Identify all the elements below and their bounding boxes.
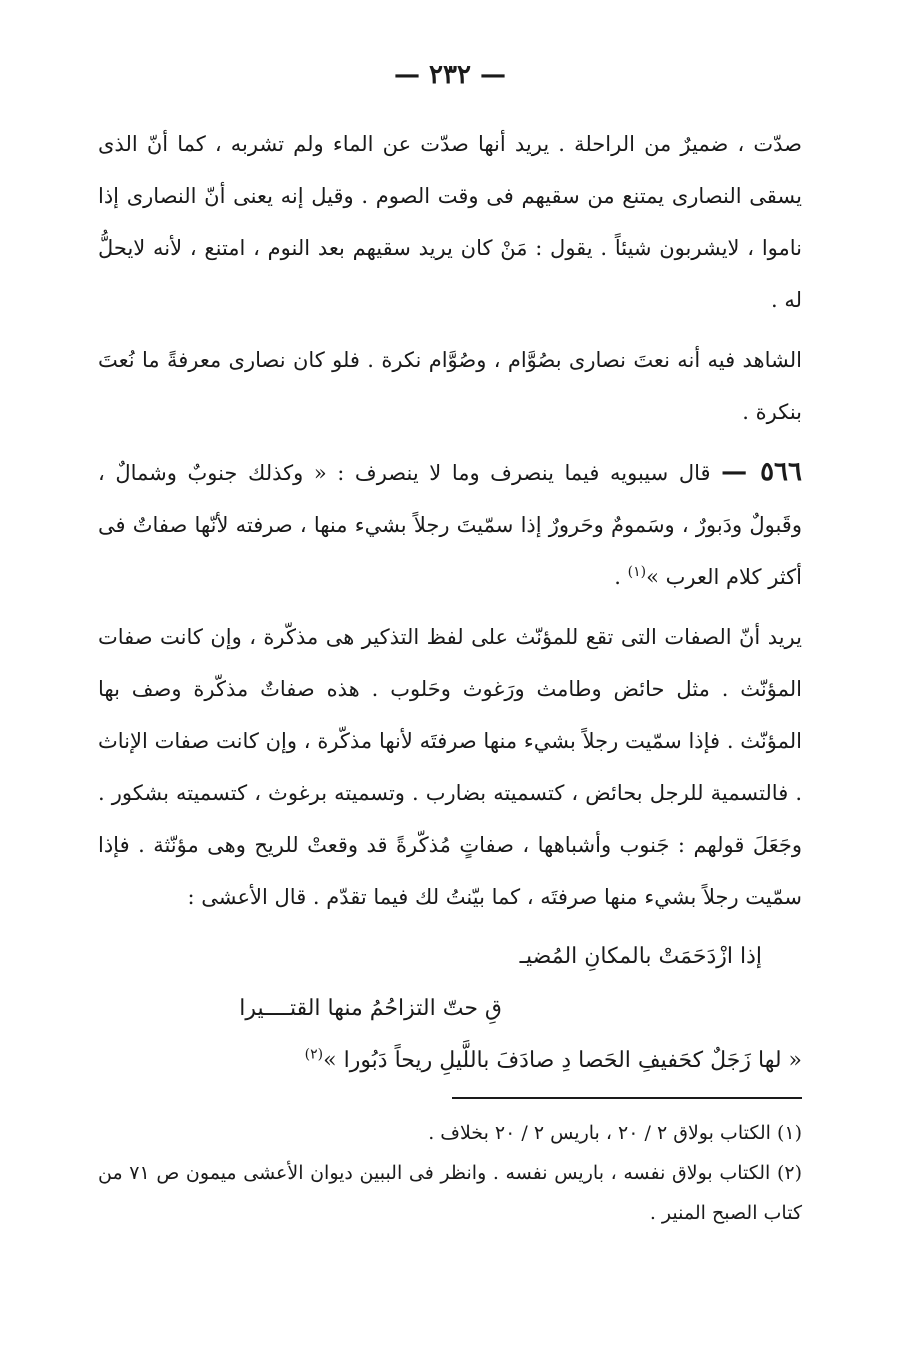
footnote-1: (١) الكتاب بولاق ٢ / ٢٠ ، باريس ٢ / ٢٠ بخلاف . (428, 1122, 802, 1144)
commentary-paragraph-3: يريد أنّ الصفات التى تقع للمؤنّث على لفظ التذكير هى مذكّرة ، وإن كانت صفات المؤنّث . مثل حائض وطامث ورَغوث وحَلوب . هذه صفاتٌ مذكّرة وصف بها المؤنّث . فإذا سمّيت رجلاً بشيء منها صرفتَه لأنها مذكّرة ، وإن كانت صفات الإناث . فالتسمية للرجل بحائض ، كتسميته بضارب . وتسميته برغوث ، كتسميته بشكور . وجَعَلَ قولهم : جَنوب وأشباهها ، صفاتٍ مُذكّرةً قد وقعتْ للريح وهى مؤنّثة . فإذا سمّيت رجلاً بشيء منها صرفتَه ، كما بيّنتُ لك فيما تقدّم . قال الأعشى : (98, 625, 802, 909)
verse-line-3-text: « لها زَجَلٌ كحَفيفِ الحَصا دِ صادَفَ باللَّيلِ ريحاً دَبُورا » (323, 1048, 802, 1073)
entry-number: ٥٦٦ — (721, 457, 802, 487)
footnote-divider (452, 1097, 802, 1099)
document-page (98, 60, 802, 1233)
verse-line-3 (98, 1035, 802, 1087)
entry-tail: . (614, 565, 628, 589)
verse-line-1: إذا ازْدَحَمَتْ بالمكانِ المُضيـ (519, 944, 762, 969)
footnote-ref-1: (١) (627, 564, 647, 580)
entry-paragraph (98, 446, 802, 603)
footnote-2: (٢) الكتاب بولاق نفسه ، باريس نفسه . وانظر فى الببين ديوان الأعشى ميمون ص ٧١ من كتاب الصبح المنير . (98, 1162, 802, 1224)
footnote-ref-2: (٢) (304, 1046, 324, 1063)
page-number: — ٢٣٢ — (393, 60, 507, 90)
commentary-paragraph-2: الشاهد فيه أنه نعتَ نصارى بصُوَّام ، وصُوَّام نكرة . فلو كان نصارى معرفةً ما نُعتَ بنكرة . (98, 348, 802, 424)
commentary-paragraph-1: صدّت ، ضميرٌ من الراحلة . يريد أنها صدّت عن الماء ولم تشربه ، كما أنّ الذى يسقى النصارى يمتنع من سقيهم فى وقت الصوم . وقيل إنه يعنى أنّ النصارى إذا ناموا ، لايشربون شيئاً . يقول : مَنْ كان يريد سقيهم بعد النوم ، امتنع ، لأنه لايحلُّ له . (98, 132, 802, 312)
entry-text: قال سيبويه فيما ينصرف وما لا ينصرف : « وكذلك جنوبٌ وشمالٌ ، وقَبولٌ ودَبورٌ ، وسَمومٌ وحَرورٌ إذا سمّيتَ رجلاً بشيء منها ، صرفته لأنّها صفاتٌ فى أكثر كلام العرب » (98, 461, 802, 589)
verse-line-2: قِ حتّ التزاحُمُ منها القتــــيرا (239, 996, 502, 1021)
